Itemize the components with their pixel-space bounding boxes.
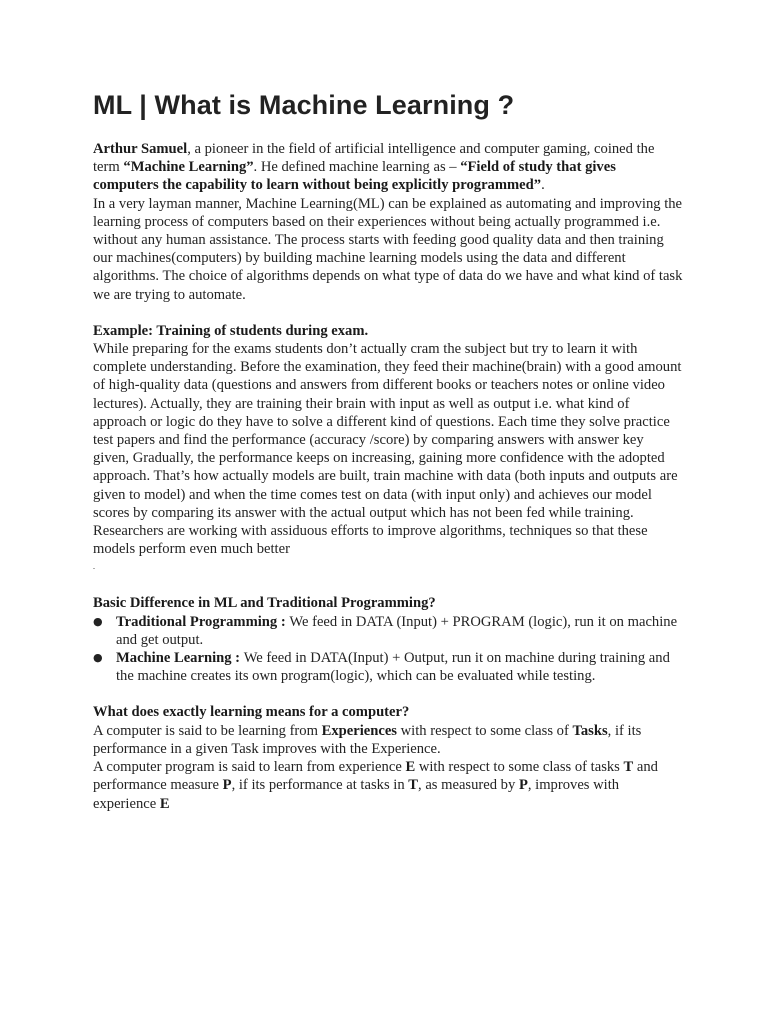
stray-dot: . [93,562,95,572]
bold-text: “Field of study that gives computers the capability to learn without being explicitly programmed” [93,159,616,194]
bold-text: E [159,795,170,812]
bold-text: What does exactly learning means for a computer? [93,704,410,721]
spacer [93,685,683,703]
text-run: , improves with experience [93,777,620,812]
text-run: . He defined machine learning as – [253,159,461,176]
bold-text: Arthur Samuel [93,141,188,157]
list-item-text [116,614,677,648]
bold-text: P [222,777,232,794]
bold-text: E [405,759,416,776]
text-run: A computer is said to be learning from [93,722,322,739]
bullet-icon: ● [93,614,103,628]
bold-text: Example: Training of students during exam. [93,322,369,339]
learning-heading [93,703,683,721]
difference-list [93,613,683,686]
bullet-icon: ● [93,651,103,665]
article-body [93,88,683,813]
example-paragraph [93,340,683,558]
spacer [93,304,683,322]
text-run: , if its performance at tasks in [231,777,409,794]
bold-text: T [408,777,419,794]
text-run: A computer program is said to learn from experience [93,759,406,776]
bold-text: Machine Learning : [116,650,244,667]
article-title: ML | What is Machine Learning ? [93,90,515,120]
list-item [93,613,683,649]
intro-paragraph [93,140,683,195]
bold-text: Basic Difference in ML and Traditional Programming? [93,595,436,612]
text-run: , if its performance in a given Task improves with the Experience. [93,722,642,757]
learning-definition-2 [93,758,683,813]
text-run: . [541,177,545,194]
text-run: , as measured by [418,777,519,794]
bold-text: T [623,759,634,776]
bold-text: “Machine Learning” [123,159,254,176]
example-heading [93,322,683,340]
learning-definition-1 [93,722,683,758]
list-item-text [116,650,670,684]
text-run: , a pioneer in the field of artificial intelligence and computer gaming, coined the term [93,141,655,176]
spacer [93,576,683,594]
bold-text: Tasks [572,722,608,739]
text-run: with respect to some class of tasks [415,759,624,776]
text-run: We feed in DATA(Input) + Output, run it on machine during training and the machine creates its own program(logic), which can be evaluated while testing. [116,650,670,685]
text-run: While preparing for the exams students don’t actually cram the subject but try to learn it with complete understanding. Before the examination, they feed their machine(brain) with a good amount of high-quality data (questions and answers from different books or teachers notes or online video lectures). Actually, they are training their brain with input as well as output i.e. what kind of approach or logic do they have to solve a different kind of questions. Each time they solve practice test papers and find the performance (accuracy /score) by comparing answers with answer key given, Gradually, the performance keeps on increasing, gaining more confidence with the adopted approach. That’s how actually models are built, train machine with data (both inputs and outputs are given to model) and when the time comes test on data (with input only) and achieves our model scores by comparing its answer with the actual output which has not been fed while training. Researchers are working with assiduous efforts to improve algorithms, techniques so that these models perform even much better [93,341,682,558]
bold-text: Experiences [321,722,397,739]
difference-heading [93,594,683,612]
text-run: with respect to some class of [396,722,573,739]
text-run: In a very layman manner, Machine Learning(ML) can be explained as automating and improving the learning process of computers based on their experiences without being actually programmed i.e. without any human assistance. The process starts with feeding good quality data and then training our machines(computers) by building machine learning models using the data and different algorithms. The choice of algorithms depends on what type of data do we have and what kind of task we are trying to automate. [93,195,683,303]
layman-paragraph [93,195,683,304]
bold-text: P [518,777,528,794]
bold-text: Traditional Programming : [116,613,290,630]
list-item [93,649,683,685]
text-run: and performance measure [93,759,658,794]
text-run: We feed in DATA (Input) + PROGRAM (logic), run it on machine and get output. [116,613,678,648]
